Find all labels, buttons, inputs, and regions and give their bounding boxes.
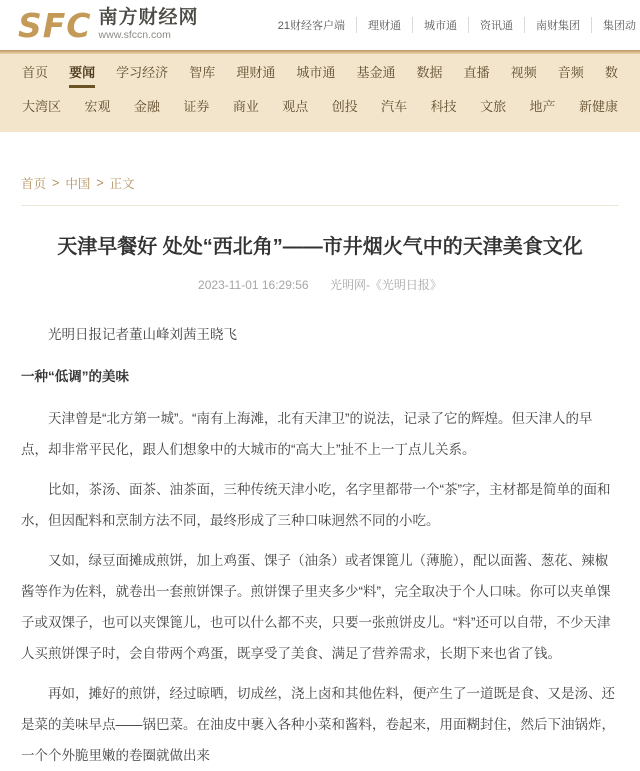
top-link-zixuntong[interactable]: 资讯通 [469, 17, 525, 33]
nav-item-jijintong[interactable]: 基金通 [356, 65, 396, 80]
nav-item-truncated[interactable]: 数 [604, 65, 618, 80]
nav-item-securities[interactable]: 证券 [183, 99, 210, 114]
breadcrumb-separator: > [52, 176, 60, 190]
article-paragraph: 天津曾是“北方第一城”。“南有上海滩，北有天津卫”的说法，记录了它的辉煌。但天津人的早点，却非常平民化，跟人们想象中的大城市的“高大上”扯不上一丁点儿关系。 [21, 411, 593, 457]
logo-names [99, 8, 199, 43]
site-url: www.sfccn.com [98, 28, 171, 41]
nav-item-auto[interactable]: 汽车 [381, 99, 408, 114]
nav-item-licaitong[interactable]: 理财通 [236, 65, 276, 80]
article-page [0, 174, 640, 771]
nav-item-venture[interactable]: 创投 [331, 99, 358, 114]
nav-item-macro[interactable]: 宏观 [84, 99, 111, 114]
nav-item-data[interactable]: 数据 [416, 65, 443, 80]
nav-item-tech[interactable]: 科技 [430, 99, 457, 114]
article-paragraph: 又如，绿豆面摊成煎饼，加上鸡蛋、馃子（油条）或者馃篦儿（薄脆），配以面酱、葱花、辣椒酱等作为佐料，就卷出一套煎饼馃子。煎饼馃子里夹多少“料”，完全取决于个人口味。你可以夹单馃子或双馃子，也可以夹馃篦儿，也可以什么都不夹，只要一张煎饼皮儿。“料”还可以自带，不少天津人买煎饼馃子时，会自带两个鸡蛋，既享受了美食、满足了营养需求，长期下来也省了钱。 [21, 553, 611, 661]
nav-item-thinktank[interactable]: 智库 [189, 65, 216, 80]
article-subhead: 一种“低调”的美味 [21, 369, 129, 384]
nav-item-yaowen[interactable]: 要闻 [69, 63, 95, 88]
breadcrumb-divider [21, 205, 619, 206]
nav-item-culture-travel[interactable]: 文旅 [480, 99, 507, 114]
article-meta [21, 276, 619, 293]
top-link-21app[interactable]: 21财经客户端 [267, 17, 357, 33]
site-logo[interactable] [18, 5, 199, 45]
article-body [21, 319, 619, 771]
article-byline: 光明日报记者董山峰刘茜王晓飞 [48, 327, 237, 342]
nav-item-audio[interactable]: 音频 [557, 65, 584, 80]
sfc-logo-icon: SFC [18, 5, 92, 45]
breadcrumb-home[interactable]: 首页 [21, 177, 47, 191]
top-link-chengshitong[interactable]: 城市通 [413, 17, 469, 33]
article-source: 光明网-《光明日报》 [329, 278, 442, 292]
top-link-group-news[interactable]: 集团动 [603, 20, 636, 32]
breadcrumb-current: 正文 [109, 177, 135, 191]
top-link-nancai-group[interactable]: 南财集团 [525, 17, 592, 33]
nav-item-home[interactable]: 首页 [22, 65, 49, 80]
article-title: 天津早餐好 处处“西北角”——市井烟火气中的天津美食文化 [57, 236, 583, 258]
article-paragraph: 比如，茶汤、面茶、油茶面，三种传统天津小吃，名字里都带一个“茶”字，主材都是简单的面和水，但因配料和烹制方法不同，最终形成了三种口味迥然不同的小吃。 [21, 482, 611, 528]
breadcrumb [21, 174, 619, 192]
header-quick-links [267, 17, 636, 33]
nav-item-finance[interactable]: 金融 [133, 99, 160, 114]
nav-item-business[interactable]: 商业 [232, 99, 259, 114]
nav-item-greater-bay[interactable]: 大湾区 [22, 99, 62, 114]
nav-item-new-health[interactable]: 新健康 [578, 99, 618, 114]
article-date: 2023-11-01 16:29:56 [198, 278, 309, 292]
nav-item-study-economy[interactable]: 学习经济 [116, 65, 169, 80]
article-paragraph: 再如，摊好的煎饼，经过晾晒，切成丝，浇上卤和其他佐料，便产生了一道既是食、又是汤、还是菜的美味早点——锅巴菜。在油皮中裹入各种小菜和酱料，卷起来，用面糊封住，然后下油锅炸，一个个外脆里嫩的卷圈就做出来 [21, 686, 615, 763]
nav-item-property[interactable]: 地产 [529, 99, 556, 114]
breadcrumb-china[interactable]: 中国 [65, 177, 91, 191]
nav-row-secondary [22, 97, 618, 122]
top-link-licaitong[interactable]: 理财通 [357, 17, 413, 33]
main-navigation [0, 54, 640, 132]
nav-row-primary [22, 63, 618, 88]
nav-item-video[interactable]: 视频 [510, 65, 537, 80]
nav-item-live[interactable]: 直播 [463, 65, 490, 80]
site-name: 南方财经网 [98, 6, 199, 28]
breadcrumb-separator: > [96, 176, 104, 190]
nav-item-chengshitong[interactable]: 城市通 [296, 65, 336, 80]
nav-item-opinion[interactable]: 观点 [282, 99, 309, 114]
site-header [0, 0, 640, 50]
